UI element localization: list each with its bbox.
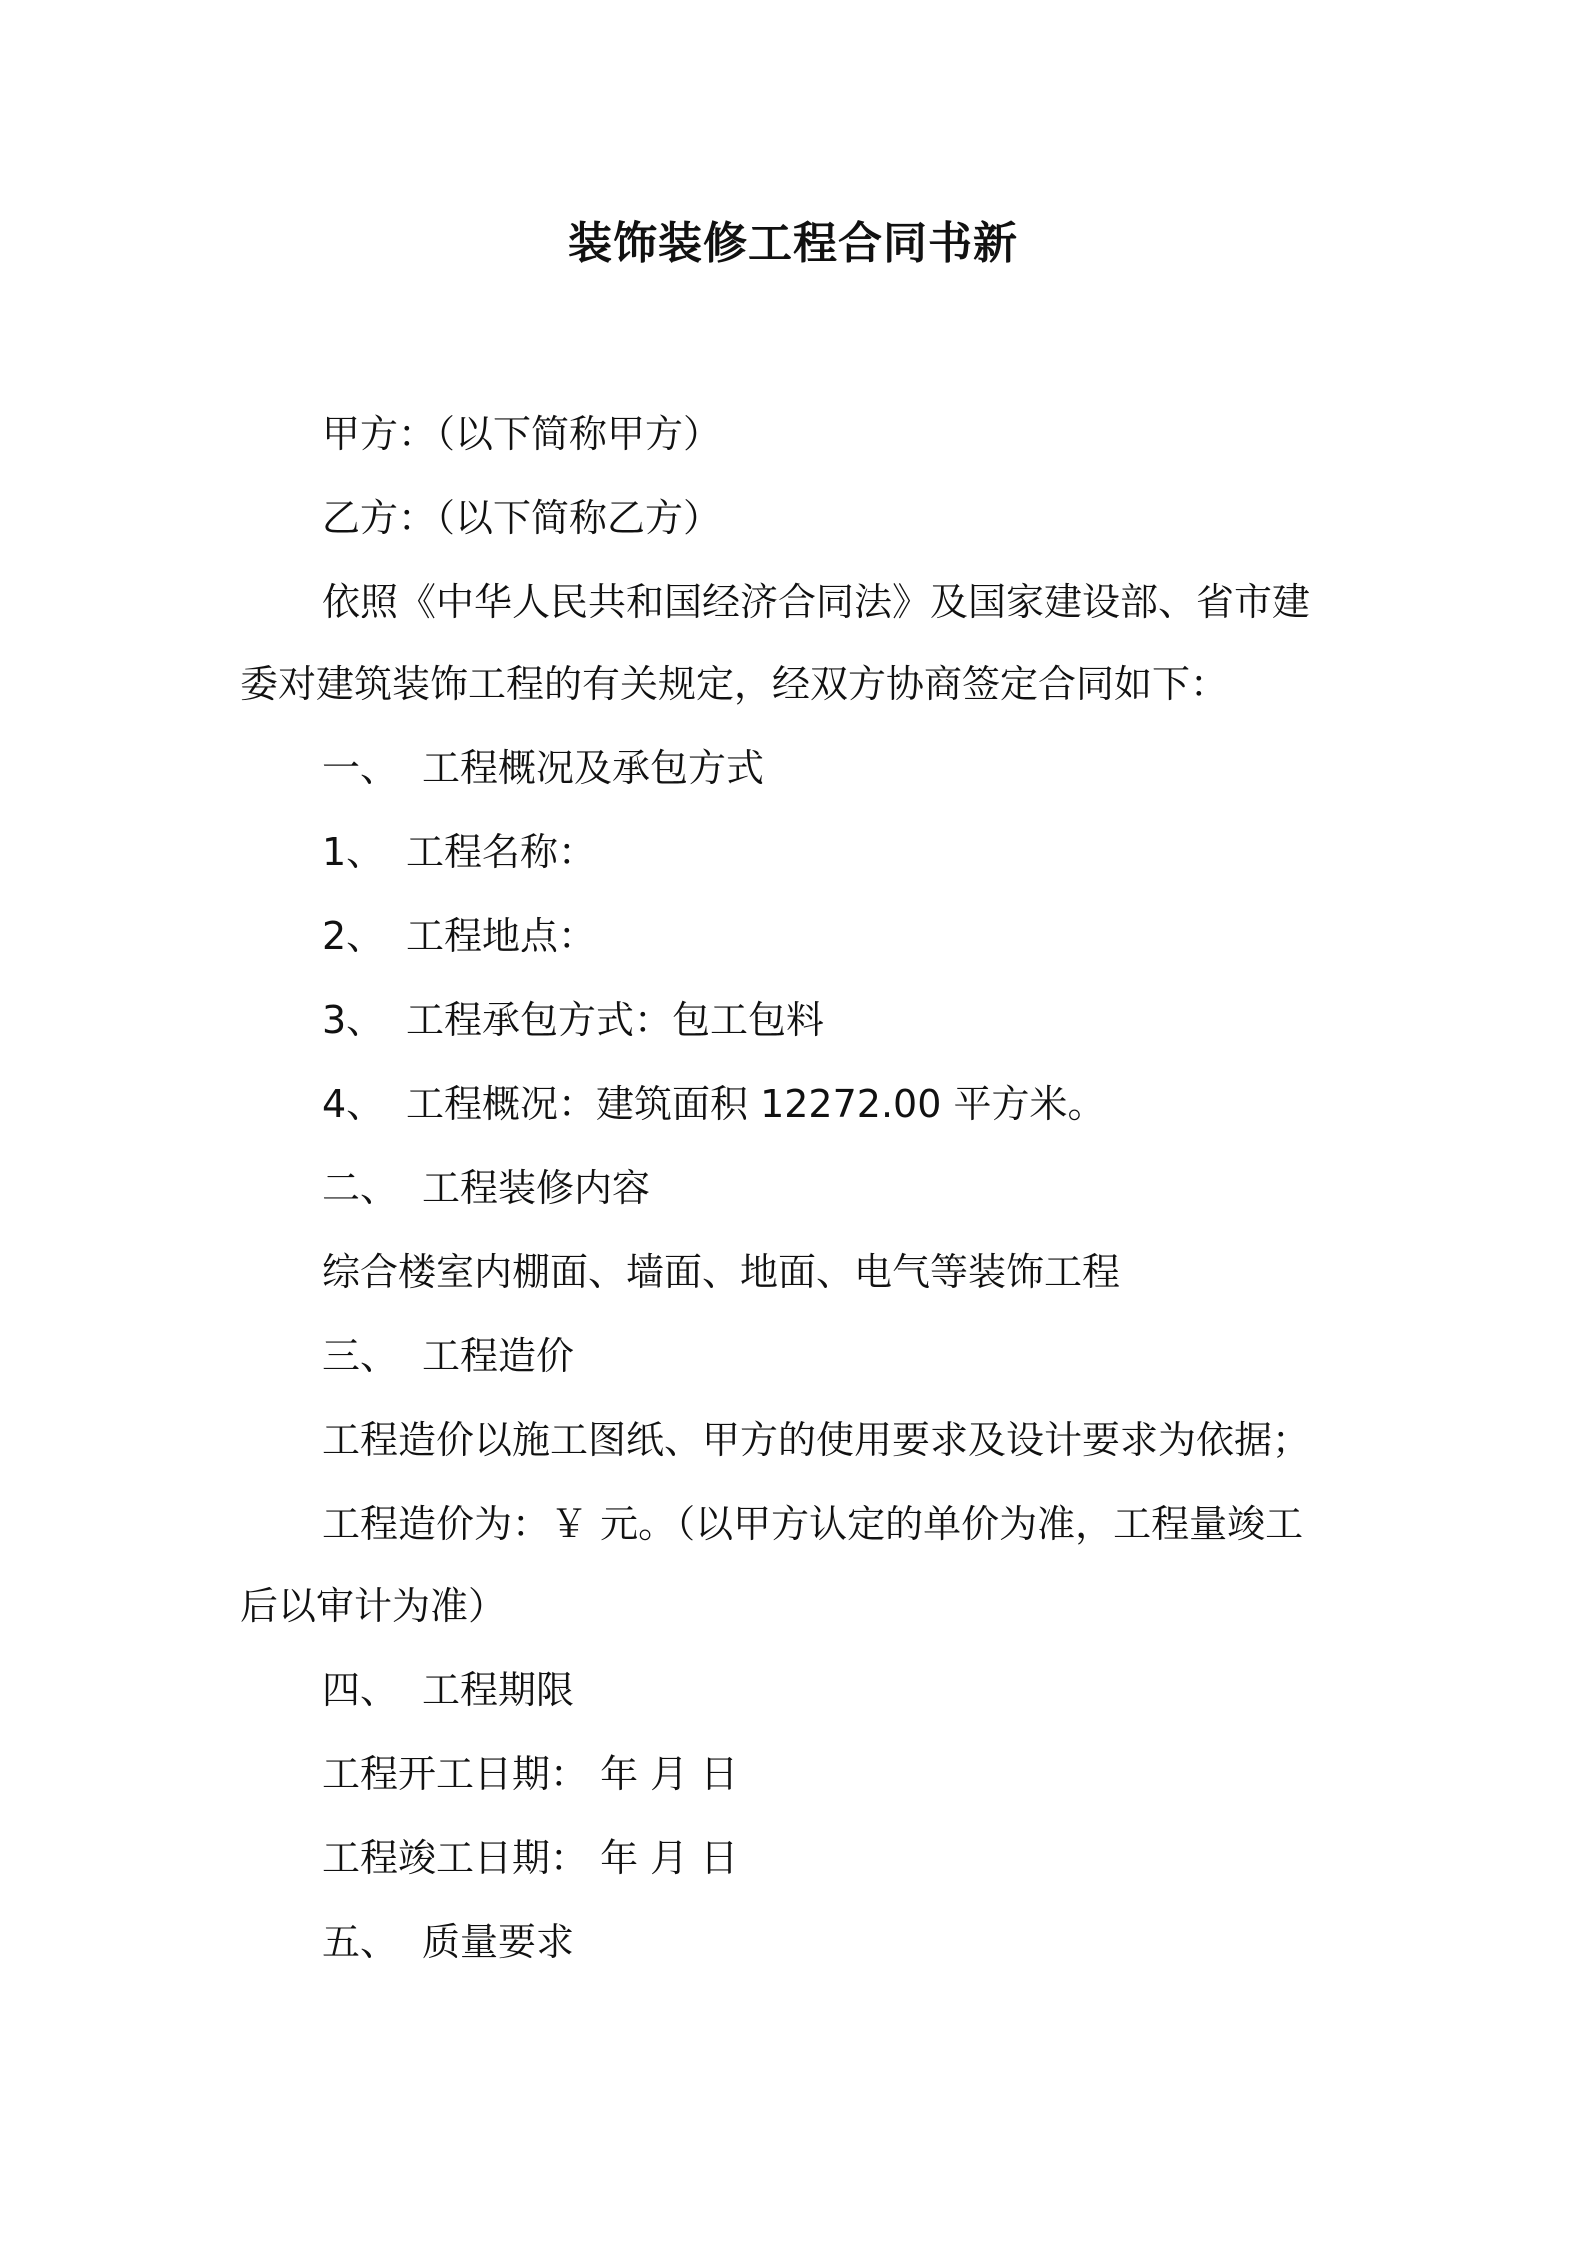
section-heading-text: 质量要求 [422,1920,575,1964]
list-item-number: 2、 [322,914,385,958]
list-item-text: 工程名称： [406,830,597,874]
list-item-text: 工程地点： [406,914,597,958]
section-heading-1 [322,742,764,794]
list-item-text: 工程承包方式：包工包料 [406,998,825,1042]
section-heading-text: 工程概况及承包方式 [422,746,765,790]
section-heading-text: 工程造价 [422,1334,575,1378]
document-title: 装饰装修工程合同书新 [568,218,1018,269]
list-item [322,994,824,1046]
list-item [322,826,596,878]
list-item-number: 3、 [322,998,385,1042]
party-b-line: 乙方：（以下简称乙方） [322,496,722,540]
list-item-number: 1、 [322,830,385,874]
list-item [322,1078,1105,1130]
section-heading-text: 工程期限 [422,1668,575,1712]
list-item [322,910,596,962]
list-item-number: 4、 [322,1082,385,1126]
section-heading-text: 工程装修内容 [422,1166,651,1210]
section-number: 三、 [322,1334,399,1378]
party-a-line: 甲方：（以下简称甲方） [322,412,722,456]
section-number: 五、 [322,1920,399,1964]
intro-line-2: 委对建筑装饰工程的有关规定，经双方协商签定合同如下： [240,662,1229,706]
section-heading-4 [322,1664,574,1716]
section-2-body: 综合楼室内棚面、墙面、地面、电气等装饰工程 [322,1250,1121,1294]
start-date-line: 工程开工日期： 年 月 日 [322,1752,739,1796]
section-number: 一、 [322,746,399,790]
end-date-line: 工程竣工日期： 年 月 日 [322,1836,739,1880]
section-3-body-2-line-2: 后以审计为准） [240,1584,507,1628]
section-heading-2 [322,1162,650,1214]
section-number: 四、 [322,1668,399,1712]
section-heading-5 [322,1916,574,1968]
section-number: 二、 [322,1166,399,1210]
list-item-text: 工程概况：建筑面积 12272.00 平方米。 [406,1082,1106,1126]
section-3-body-2-line-1: 工程造价为：￥ 元。（以甲方认定的单价为准，工程量竣工 [322,1502,1304,1546]
intro-line-1: 依照《中华人民共和国经济合同法》及国家建设部、省市建 [322,580,1311,624]
section-3-body-1: 工程造价以施工图纸、甲方的使用要求及设计要求为依据； [322,1418,1311,1462]
section-heading-3 [322,1330,574,1382]
